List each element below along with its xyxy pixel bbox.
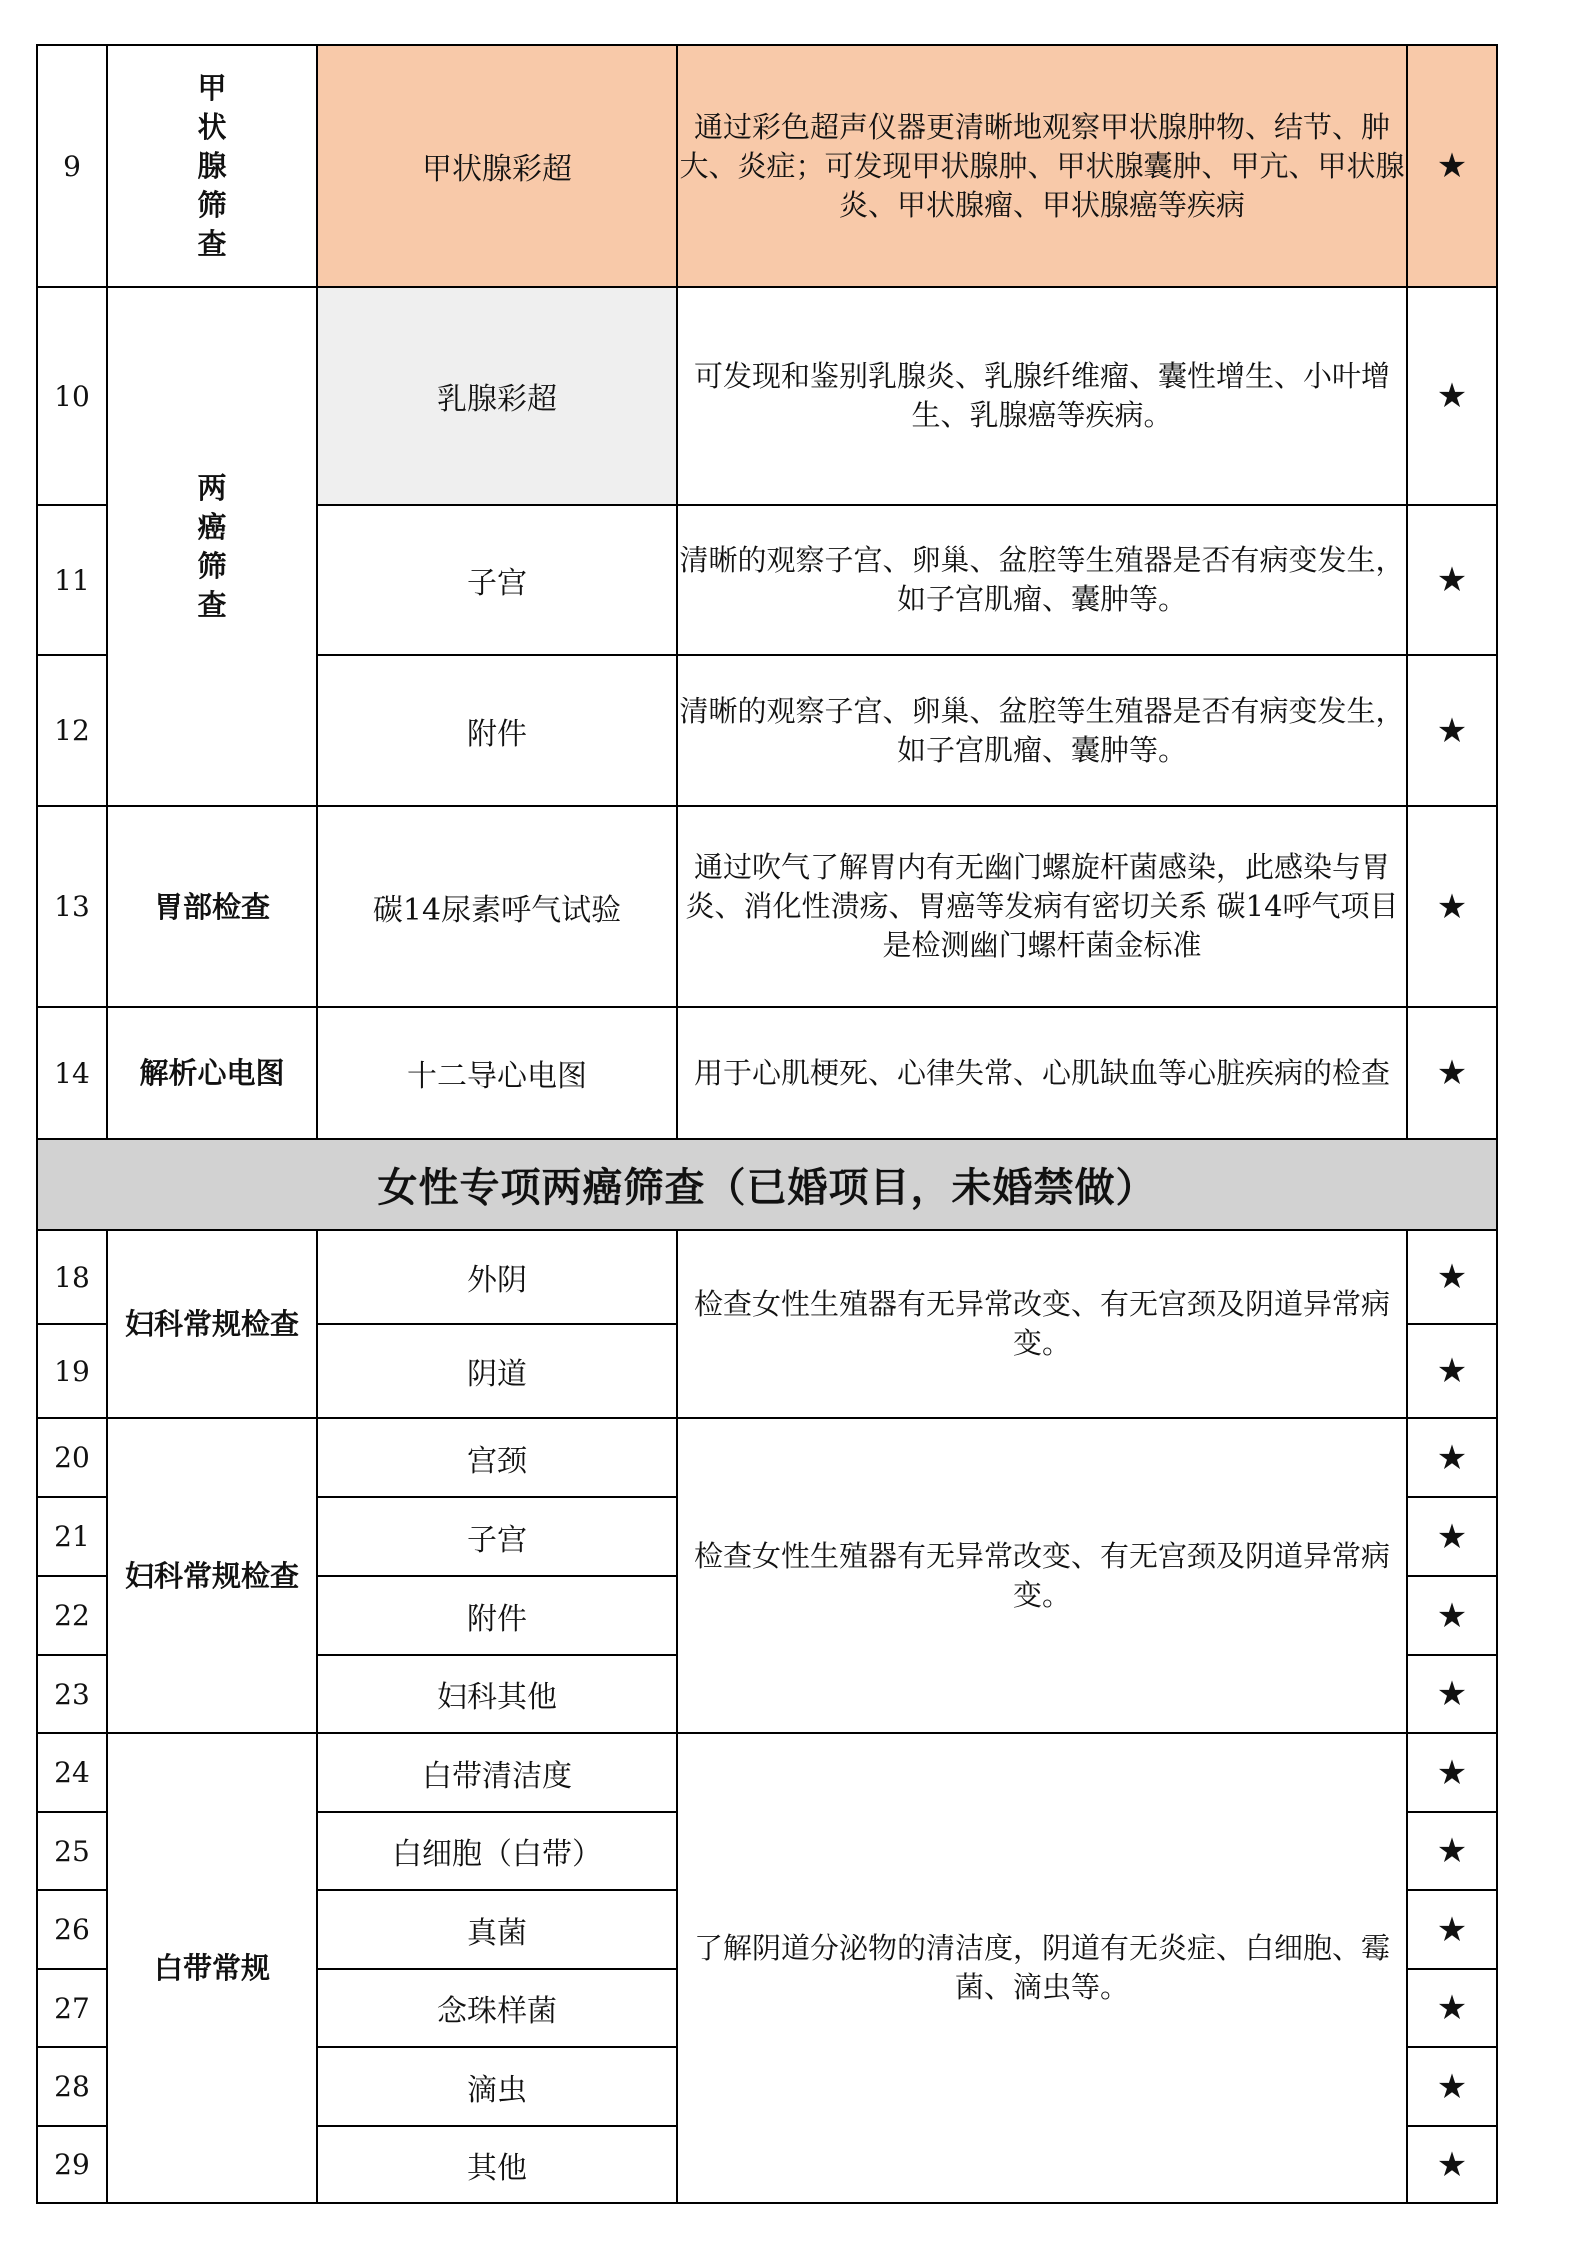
item-cell: 附件 <box>317 1576 677 1655</box>
row-number: 25 <box>37 1812 107 1890</box>
description-cell: 检查女性生殖器有无异常改变、有无宫颈及阴道异常病变。 <box>677 1230 1407 1418</box>
item-cell: 外阴 <box>317 1230 677 1324</box>
row-number: 18 <box>37 1230 107 1324</box>
row-number: 11 <box>37 505 107 655</box>
table-row <box>37 287 1497 505</box>
table-row <box>37 806 1497 1007</box>
star-icon: ★ <box>1407 1324 1497 1418</box>
item-cell: 附件 <box>317 655 677 806</box>
star-icon: ★ <box>1407 1007 1497 1139</box>
table-row <box>37 1230 1497 1324</box>
category-cell <box>107 287 317 806</box>
row-number: 29 <box>37 2126 107 2203</box>
star-icon: ★ <box>1407 1497 1497 1576</box>
row-number: 20 <box>37 1418 107 1497</box>
table-row <box>37 1418 1497 1497</box>
table-row <box>37 1007 1497 1139</box>
category-cell <box>107 45 317 287</box>
star-icon: ★ <box>1407 2047 1497 2126</box>
star-icon: ★ <box>1407 2126 1497 2203</box>
item-cell: 子宫 <box>317 505 677 655</box>
category-label: 甲状腺筛查 <box>197 70 227 261</box>
row-number: 22 <box>37 1576 107 1655</box>
row-number: 13 <box>37 806 107 1007</box>
description-cell: 用于心肌梗死、心律失常、心肌缺血等心脏疾病的检查 <box>677 1007 1407 1139</box>
item-cell: 乳腺彩超 <box>317 287 677 505</box>
description-cell: 了解阴道分泌物的清洁度，阴道有无炎症、白细胞、霉菌、滴虫等。 <box>677 1733 1407 2203</box>
star-icon: ★ <box>1407 806 1497 1007</box>
row-number: 24 <box>37 1733 107 1812</box>
row-number: 12 <box>37 655 107 806</box>
star-icon: ★ <box>1407 1576 1497 1655</box>
item-cell: 碳14尿素呼气试验 <box>317 806 677 1007</box>
star-icon: ★ <box>1407 1969 1497 2047</box>
description-cell: 通过吹气了解胃内有无幽门螺旋杆菌感染，此感染与胃炎、消化性溃疡、胃癌等发病有密切关系 碳14呼气项目是检测幽门螺杆菌金标准 <box>677 806 1407 1007</box>
item-cell: 甲状腺彩超 <box>317 45 677 287</box>
description-cell: 通过彩色超声仪器更清晰地观察甲状腺肿物、结节、肿大、炎症；可发现甲状腺肿、甲状腺囊肿、甲亢、甲状腺炎、甲状腺瘤、甲状腺癌等疾病 <box>677 45 1407 287</box>
row-number: 28 <box>37 2047 107 2126</box>
category-cell: 解析心电图 <box>107 1007 317 1139</box>
star-icon: ★ <box>1407 1733 1497 1812</box>
item-cell: 白细胞（白带） <box>317 1812 677 1890</box>
item-cell: 白带清洁度 <box>317 1733 677 1812</box>
item-cell: 真菌 <box>317 1890 677 1969</box>
row-number: 19 <box>37 1324 107 1418</box>
description-cell: 清晰的观察子宫、卵巢、盆腔等生殖器是否有病变发生，如子宫肌瘤、囊肿等。 <box>677 655 1407 806</box>
description-cell: 清晰的观察子宫、卵巢、盆腔等生殖器是否有病变发生，如子宫肌瘤、囊肿等。 <box>677 505 1407 655</box>
item-cell: 阴道 <box>317 1324 677 1418</box>
category-cell: 妇科常规检查 <box>107 1418 317 1733</box>
item-cell: 念珠样菌 <box>317 1969 677 2047</box>
category-cell: 胃部检查 <box>107 806 317 1007</box>
item-cell: 其他 <box>317 2126 677 2203</box>
row-number: 14 <box>37 1007 107 1139</box>
row-number: 26 <box>37 1890 107 1969</box>
category-cell: 白带常规 <box>107 1733 317 2203</box>
star-icon: ★ <box>1407 655 1497 806</box>
section-header-row <box>37 1139 1497 1230</box>
item-cell: 十二导心电图 <box>317 1007 677 1139</box>
item-cell: 宫颈 <box>317 1418 677 1497</box>
row-number: 27 <box>37 1969 107 2047</box>
table-row <box>37 45 1497 287</box>
star-icon: ★ <box>1407 1230 1497 1324</box>
star-icon: ★ <box>1407 1812 1497 1890</box>
row-number: 21 <box>37 1497 107 1576</box>
star-icon: ★ <box>1407 505 1497 655</box>
row-number: 10 <box>37 287 107 505</box>
item-cell: 子宫 <box>317 1497 677 1576</box>
star-icon: ★ <box>1407 287 1497 505</box>
item-cell: 妇科其他 <box>317 1655 677 1733</box>
star-icon: ★ <box>1407 1890 1497 1969</box>
star-icon: ★ <box>1407 45 1497 287</box>
star-icon: ★ <box>1407 1655 1497 1733</box>
category-label: 两癌筛查 <box>197 470 227 622</box>
item-cell: 滴虫 <box>317 2047 677 2126</box>
row-number: 23 <box>37 1655 107 1733</box>
table-row <box>37 1733 1497 1812</box>
star-icon: ★ <box>1407 1418 1497 1497</box>
category-cell: 妇科常规检查 <box>107 1230 317 1418</box>
section-title: 女性专项两癌筛查（已婚项目，未婚禁做） <box>37 1139 1497 1230</box>
description-cell: 可发现和鉴别乳腺炎、乳腺纤维瘤、囊性增生、小叶增生、乳腺癌等疾病。 <box>677 287 1407 505</box>
row-number: 9 <box>37 45 107 287</box>
description-cell: 检查女性生殖器有无异常改变、有无宫颈及阴道异常病变。 <box>677 1418 1407 1733</box>
exam-items-table <box>36 44 1498 2204</box>
